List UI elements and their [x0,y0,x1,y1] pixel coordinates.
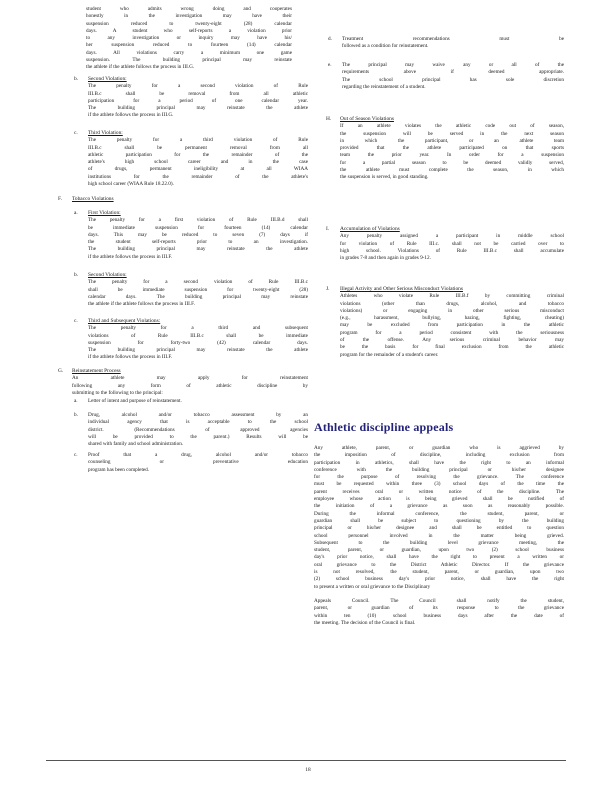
text-line: the imposition of discipline, including exclusion from [314,452,564,459]
text-line: day's prior notice, shall have the right to present a written or [314,554,564,561]
text-line: (e.g., harassment, bullying, hazing, fighting, cheating) [340,315,564,322]
text-line: for the purpose of resolving the grievance. The conference [314,474,564,481]
reinstatement-item-a [74,398,308,405]
text-line: following any form of athletic discipline by [72,382,308,389]
text-line: shall be immediate suspension for twenty-eight (28) [88,286,308,293]
section-heading: Tobacco Violations [72,196,114,202]
third-violation-section [74,130,308,188]
text-line: Treatment recommendations must be [342,36,564,42]
text-line: suspension reduced to twenty-eight (28) calendar [86,20,292,27]
text-line: Appeals Council. The Council shall notify the student, [314,597,564,604]
text-line: submitting to the following to the principal: [72,389,163,396]
text-line: is not resolved, the student, parent, or guardian, upon two [314,569,564,576]
text-line: The penalty for a third violation of Rule [88,137,308,144]
text-line: student who admits wrong doing and cooperates [86,6,292,12]
text-line: high school career (WIAA Rule 18.22.0). [88,181,174,188]
text-line: The building principal may reinstate the athlete [88,105,308,112]
section-title: Athletic discipline appeals [314,420,454,434]
text-line: employee whose action is being grieved shall be notified of [314,496,564,503]
tobacco-first-violation [74,210,308,261]
appeals-council-paragraph [314,598,564,627]
text-line: Subsequent to the building level grievance meeting, the [314,539,564,546]
text-line: Athletes who violate Rule III.B.f by committing criminal [340,293,564,300]
list-marker: G. [58,368,64,374]
tobacco-third-violation [74,318,308,362]
section-body [88,83,308,119]
text-line: III.B.c shall be removal from all athletic [88,90,308,97]
text-line: principal or his/her designee and shall be entitled to question [314,525,564,532]
text-line: oral grievance to the District Athletic Director. If the grievance [314,561,564,568]
text-line: if the athlete follows the process in III.G. [88,112,174,119]
text-line: for violation of Rule III.c. shall not be carried over to [340,240,564,247]
text-line: violations (other than drugs, alcohol, and tobacco [340,300,564,307]
list-marker: e. [328,62,332,68]
text-line: requirements above if deemed appropriate. [342,69,564,76]
section-heading: Third and Subsequent Violations: [88,318,161,324]
text-line: the athlete must complete the season, in which [340,167,564,174]
text-line: the athlete if the athlete follows the process in III.G. [86,64,195,71]
section-heading: Accumulation of Violations [340,226,400,232]
text-line: district. (Recommendations of approved agencies [88,426,308,433]
text-line: be the basis for final exclusion from the athletic [340,344,564,351]
text-line: participation in athletics, shall have the right to an informal [314,459,564,466]
text-line: the athlete if the athlete follows the process in III.F. [88,301,195,308]
text-line: school personnel involved in the matter being grieved. [314,532,564,539]
text-line: The principal may waive any or all of the [342,62,564,68]
section-body [340,233,564,262]
reinstatement-section [58,368,308,397]
section-heading: Second Violation: [88,272,127,278]
text-line: athletic participation for the remainder of the [88,151,308,158]
text-line: days. All violations carry a minimum one game [86,49,292,56]
text-line: conference with the building principal or his/her designee [314,466,564,473]
text-line: suspension. The building principal may reinstate [86,57,292,64]
text-line: team the prior year. In order for a suspension [340,152,564,159]
appeals-body [314,445,564,591]
page-number: 18 [305,767,311,773]
text-line: Any athlete, parent, or guardian who is aggrieved by [314,445,564,451]
first-violation-continuation [86,6,292,72]
text-line: An athlete may apply for reinstatement [72,375,308,382]
text-line: counseling or preventative education [88,459,308,466]
text-line: institutions for the remainder of the athlete's [88,173,308,180]
text-line: if the athlete follows the process in III.F. [88,253,173,260]
text-line: student, parent, or guardian, upon two (2) school business [314,547,564,554]
list-marker: d. [328,36,332,42]
text-line: the student self-reports prior to an investigation. [88,239,308,246]
text-line: days. A student who self-reports a violation prior [86,27,292,34]
text-line: high school. Violations of Rule III.B.c shall accumulate [340,247,564,254]
accumulation-section [326,226,564,262]
list-marker: c. [74,130,78,136]
text-line: her suspension reduced to fourteen (14) calendar [86,42,292,49]
text-line: honestly in the investigation may have their [86,13,292,20]
text-line: (2) school business day's prior notice, shall have the right [314,576,564,583]
text-line: of the offense. Any serious criminal behavior may [340,337,564,344]
second-violation-section [74,76,308,120]
text-line: guardian shall be subject to questioning by the building [314,517,564,524]
text-line: During the informal conference, the student, parent, or [314,510,564,517]
text-line: within ten (10) school business days after the date of [314,612,564,619]
section-body [88,137,308,188]
section-body [72,375,308,397]
text-line: III.B.c shall be permanent removal from all [88,144,308,151]
text-line: program for a period consistent with the seriousness [340,329,564,336]
footer-rule [46,760,566,761]
text-line: the initiation of a grievance as soon as reasonably possible. [314,503,564,510]
list-marker: b. [74,412,78,418]
list-marker: b. [74,76,79,82]
text-line: may be excluded from participation in the athletic [340,322,564,329]
text-line: parent, or guardian of its response to the grievance [314,605,564,612]
section-heading: Third Violation: [88,130,123,136]
text-line: Any penalty assigned a participant in middle school [340,233,564,240]
section-heading: Reinstatement Process [72,368,121,374]
text-line: to present a written or oral grievance to the Disciplinary [314,583,431,590]
text-line: individual agency that is acceptable to the school [88,419,308,426]
section-heading: Second Violation: [88,76,127,82]
text-line: The penalty for a second violation of Rule [88,83,308,90]
reinstatement-item-d [328,36,564,51]
text-line: calendar days. The building principal may reinstate [88,293,308,300]
text-line: program has been completed. [88,466,150,473]
text-line: for a partial season to be deemed validly served, [340,159,564,166]
item-body [88,398,308,405]
list-marker: a. [74,210,78,216]
text-line: in which the participant, or an athlete team [340,137,564,144]
text-line: The school principal has sole discretion [342,76,564,83]
reinstatement-item-c [74,452,308,474]
text-line: shared with family and school administration. [88,441,184,448]
list-marker: H. [326,116,332,122]
section-heading: Illegal Activity and Other Serious Misconduct Violations [340,286,463,292]
appeals-section [314,420,564,627]
out-of-season-section [326,116,564,182]
text-line: in grades 7-8 and then again in grades 9-12. [340,255,431,262]
list-marker: J. [326,286,330,292]
text-line: days. This may be reduced to seven (7) days if [88,231,308,238]
text-line: the suspension will be served in the next season [340,130,564,137]
text-line: regarding the reinstatement of a student. [342,83,426,90]
text-line: Drug, alcohol and/or tobacco assessment by an [88,412,308,418]
text-line: The penalty for a second violation of Rule III.B.c [88,279,308,286]
list-marker: c. [74,318,78,324]
list-marker: a. [74,398,78,404]
list-marker: F. [58,196,62,202]
section-heading: First Violation: [88,210,121,216]
item-body [342,36,564,51]
section-body [340,293,564,359]
tobacco-second-violation [74,272,308,308]
item-body [342,62,564,91]
list-marker: b. [74,272,79,278]
text-line: provided that the athlete participated on that sports [340,145,564,152]
text-line: the meeting. The decision of the Council is final. [314,619,416,626]
text-line: The building principal may reinstate the athlete [88,246,308,253]
list-marker: c. [74,452,78,458]
text-line: must be requested within three (3) school days of the time the [314,481,564,488]
text-line: to any investigation or inquiry may have his/ [86,35,292,42]
text-line: of drugs, permanent ineligibility at all WIAA [88,166,308,173]
text-line: if the athlete follows the process in III.F. [88,354,173,361]
text-line: program for the remainder of a student's career. [340,351,439,358]
text-line: The penalty for a third and subsequent [88,325,308,332]
item-body [88,412,308,448]
section-body [88,217,308,261]
text-line: followed as a condition for reinstatement. [342,43,429,50]
text-line: The penalty for a first violation of Rule III.B.d shall [88,217,308,224]
text-line: participation for a period of one calendar year. [88,97,308,104]
tobacco-section [58,196,308,203]
text-line: suspension for forty-two (42) calendar days. [88,339,308,346]
illegal-activity-section [326,286,564,359]
text-line: parent receives oral or written notice of the discipline. The [314,488,564,495]
text-line: The building principal may reinstate the athlete [88,347,308,354]
text-line: Letter of intent and purpose of reinstatement. [88,398,182,404]
text-line: be immediate suspension for fourteen (14) calendar [88,224,308,231]
text-line: will be provided to the parent.) Results will be [88,433,308,440]
reinstatement-item-b [74,412,308,448]
list-marker: I. [326,226,330,232]
text-line: If an athlete violates the athletic code out of season, [340,123,564,130]
text-line: violations) or engaging in other serious misconduct [340,307,564,314]
text-line: athlete's high school career and in the case [88,159,308,166]
item-body [88,452,308,474]
text-line: violations of Rule III.B.c shall be immediate [88,332,308,339]
section-heading: Out of Season Violations [340,116,394,122]
reinstatement-item-e [328,62,564,91]
text-line: Proof that a drug, alcohol and/or tobacco [88,452,308,458]
section-body [340,123,564,181]
section-body [88,325,308,361]
text-line: the suspension is served, in good standing. [340,174,429,181]
section-body [88,279,308,308]
